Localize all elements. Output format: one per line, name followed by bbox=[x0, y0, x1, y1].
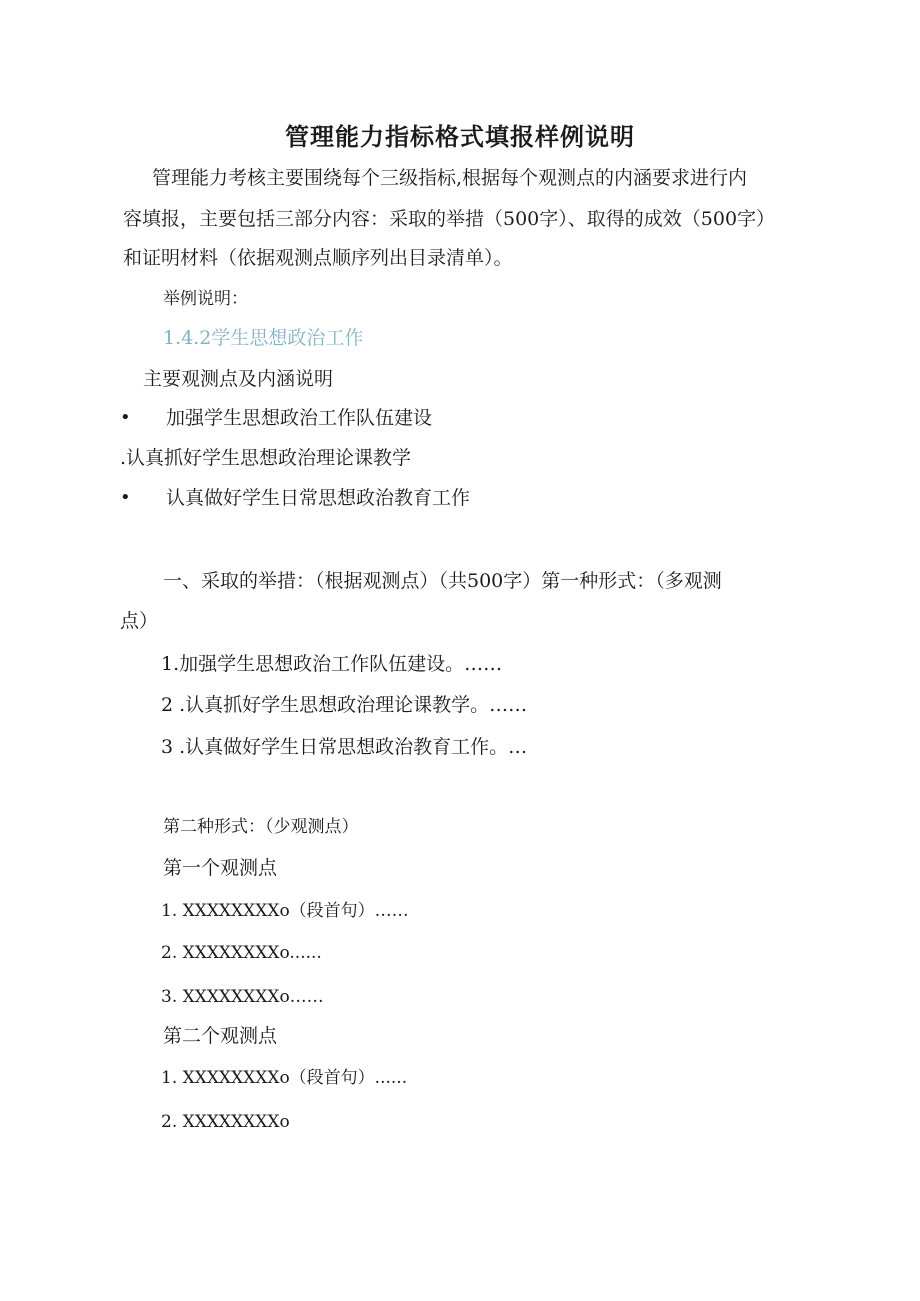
measures-heading-line-2: 点） bbox=[120, 610, 159, 632]
measure-item-2: 2 .认真抓好学生思想政治理论课教学。…… bbox=[161, 694, 528, 716]
intro-line-3: 和证明材料（依据观测点顺序列出目录清单）。 bbox=[123, 247, 513, 269]
observation-group-1-title: 第一个观测点 bbox=[163, 857, 278, 879]
group-2-item-2: 2. XXXXXXXXo bbox=[161, 1112, 290, 1132]
observation-heading: 主要观测点及内涵说明 bbox=[143, 368, 334, 390]
bullet-icon: • bbox=[120, 487, 131, 508]
measures-heading-line-1: 一、采取的举措：（根据观测点）（共500字）第一种形式：（多观测 bbox=[163, 570, 722, 592]
observation-group-2-title: 第二个观测点 bbox=[163, 1025, 278, 1047]
intro-line-1: 管理能力考核主要围绕每个三级指标,根据每个观测点的内涵要求进行内 bbox=[152, 167, 748, 189]
example-label: 举例说明： bbox=[163, 289, 248, 309]
document-title: 管理能力指标格式填报样例说明 bbox=[285, 123, 635, 151]
group-1-item-1: 1. XXXXXXXXo（段首句）…… bbox=[161, 901, 409, 921]
section-heading-link[interactable]: 1.4.2学生思想政治工作 bbox=[163, 327, 364, 349]
group-2-item-1: 1. XXXXXXXXo（段首句）...... bbox=[161, 1068, 408, 1088]
measure-item-1: 1.加强学生思想政治工作队伍建设。…… bbox=[161, 653, 503, 675]
group-1-item-2: 2. XXXXXXXXo...... bbox=[161, 943, 322, 963]
group-1-item-3: 3. XXXXXXXXo…… bbox=[161, 987, 324, 1007]
second-form-heading: 第二种形式：（少观测点） bbox=[163, 817, 359, 837]
intro-line-2: 容填报，主要包括三部分内容：采取的举措（500字）、取得的成效（500字） bbox=[123, 208, 776, 230]
measure-item-3: 3 .认真做好学生日常思想政治教育工作。… bbox=[161, 736, 528, 758]
observation-point-3: 认真做好学生日常思想政治教育工作 bbox=[166, 487, 471, 509]
observation-point-1: 加强学生思想政治工作队伍建设 bbox=[166, 407, 433, 429]
observation-point-2: .认真抓好学生思想政治理论课教学 bbox=[120, 447, 412, 469]
bullet-icon: • bbox=[120, 407, 131, 428]
